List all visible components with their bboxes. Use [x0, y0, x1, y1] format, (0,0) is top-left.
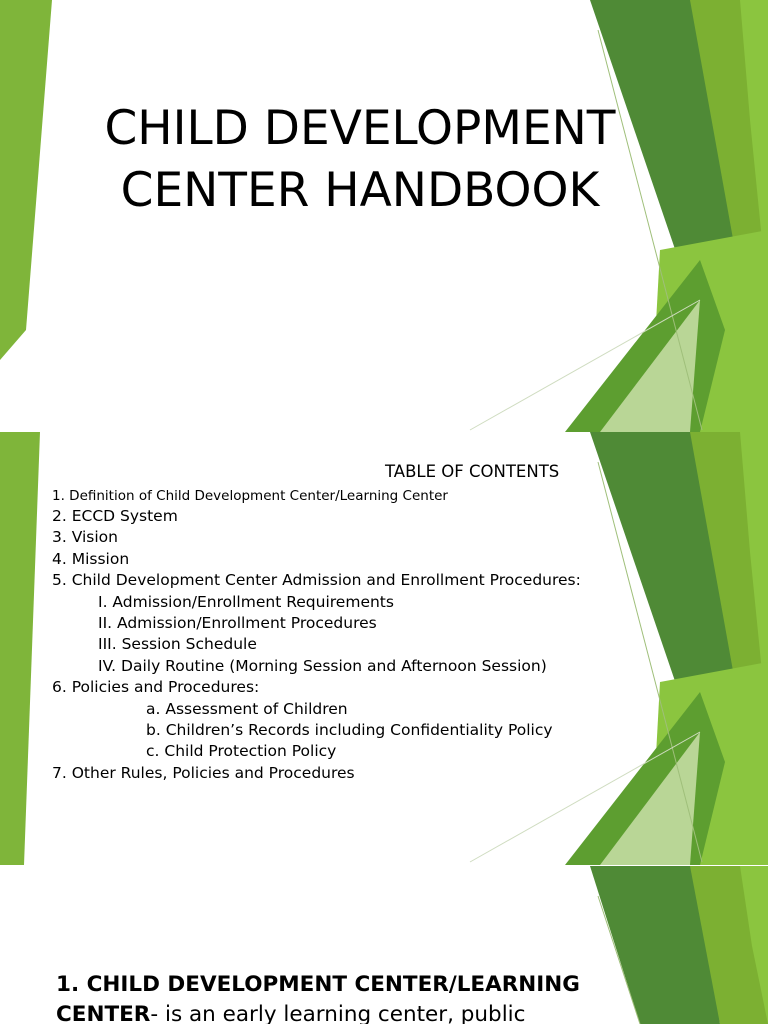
toc-item: 7. Other Rules, Policies and Procedures	[52, 763, 355, 782]
toc-item: 5. Child Development Center Admission and Enrollment Procedures:	[52, 571, 581, 590]
toc-subitem: a. Assessment of Children	[146, 699, 348, 718]
toc-item: 4. Mission	[52, 549, 130, 568]
page-title: CHILD DEVELOPMENT CENTER HANDBOOK	[104, 101, 616, 218]
toc-subitem: c. Child Protection Policy	[146, 742, 337, 761]
section-heading-bold: CENTER	[56, 1002, 151, 1024]
toc-subitem: b. Children’s Records including Confidentiality Policy	[146, 721, 553, 740]
section-heading-text: - is an early learning center, public	[150, 1002, 526, 1024]
toc-subitem: III. Session Schedule	[98, 635, 257, 654]
toc-item: 3. Vision	[52, 528, 118, 547]
toc-slide	[0, 432, 768, 865]
definition-slide	[0, 866, 768, 1024]
toc-subitem: II. Admission/Enrollment Procedures	[98, 614, 377, 633]
section-heading-bold: 1. CHILD DEVELOPMENT CENTER/LEARNING	[56, 972, 580, 997]
toc-list	[52, 486, 581, 784]
toc-item: 1. Definition of Child Development Center/Learning Center	[52, 488, 448, 504]
toc-subitem: IV. Daily Routine (Morning Session and Afternoon Session)	[98, 656, 547, 675]
toc-subitem: I. Admission/Enrollment Requirements	[98, 592, 394, 611]
toc-heading: TABLE OF CONTENTS	[385, 462, 560, 481]
toc-item: 6. Policies and Procedures:	[52, 678, 260, 697]
toc-item: 2. ECCD System	[52, 507, 178, 525]
section-heading	[56, 970, 596, 1024]
title-slide	[0, 0, 768, 432]
